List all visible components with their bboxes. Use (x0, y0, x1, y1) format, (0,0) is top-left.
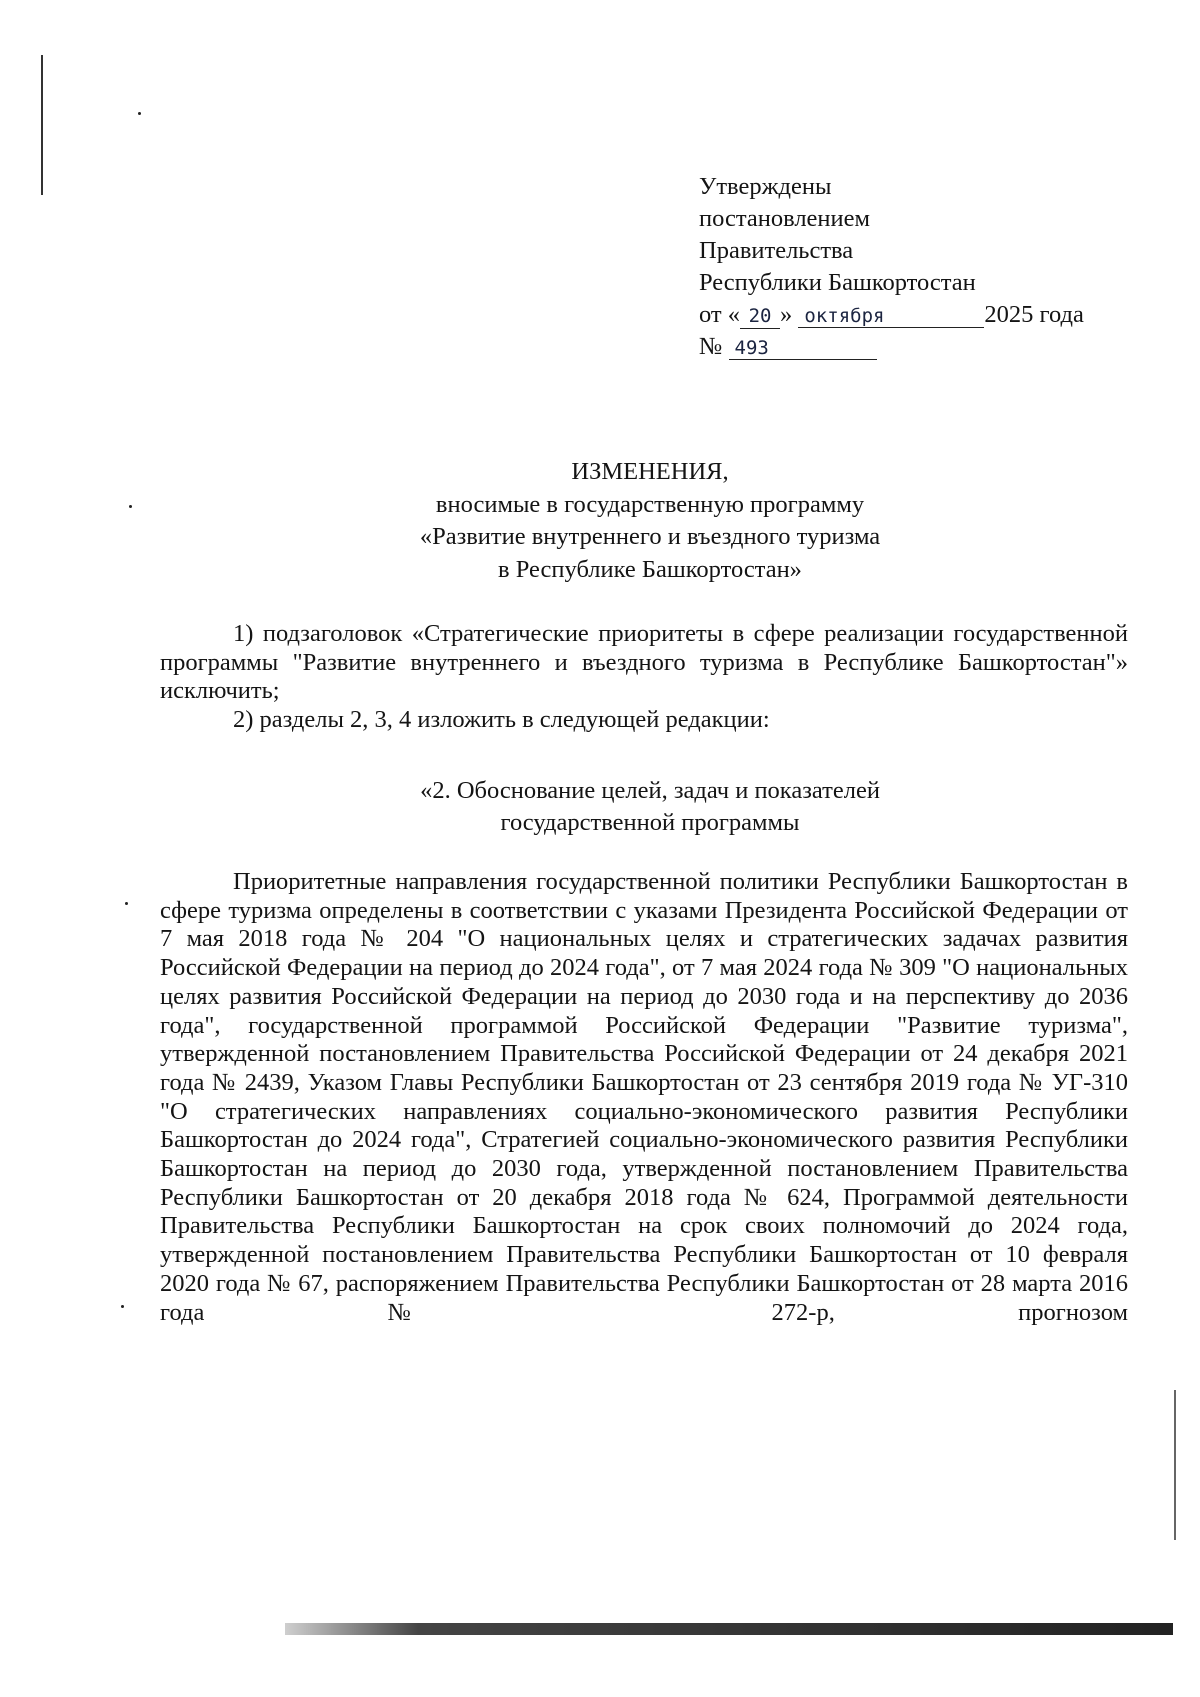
heading-line: в Республике Башкортостан» (498, 555, 802, 583)
section-heading (160, 775, 1140, 839)
date-day: 20 (740, 300, 780, 329)
amendment-item-2: 2) разделы 2, 3, 4 изложить в следующей редакции: (233, 706, 770, 734)
body-paragraph: Приоритетные направления государственной политики Республики Башкортостан в сфере туризма определены в соответствии с указами Президента Российской Федерации от 7 мая 2018 года № 204 "О национальных целях и стратегических задачах развития Российской Федерации на период до 2024 года", от 7 мая 2024 года № 309 "О национальных целях развития Российской Федерации на период до 2030 года и на перспективу до 2036 года", государственной программой Российской Федерации "Развитие туризма", утвержденной постановлением Правительства Российской Федерации от 24 декабря 2021 года № 2439, Указом Главы Республики Башкортостан от 23 сентября 2019 года № УГ-310 "О стратегических направлениях социально-экономического развития Республики Башкортостан до 2024 года", Стратегией социально-экономического развития Республики Башкортостан на период до 2030 года, утвержденной постановлением Правительства Республики Башкортостан от 20 декабря 2018 года № 624, Программой деятельности Правительства Республики Башкортостан на срок своих полномочий до 2024 года, утвержденной постановлением Правительства Республики Башкортостан от 10 февраля 2020 года № 67, распоряжением Правительства Республики Башкортостан от 28 марта 2016 года № 272-р, прогнозом (160, 868, 1128, 1326)
body-text (160, 868, 1128, 1327)
approval-line: Правительства (699, 237, 854, 264)
approval-date (699, 299, 1169, 331)
approval-line: Республики Башкортостан (699, 269, 976, 296)
date-month: октября (798, 300, 984, 328)
heading-line: вносимые в государственную программу (435, 490, 865, 518)
approval-line: постановлением (699, 205, 871, 232)
scan-edge-left (41, 55, 43, 195)
amendment-item-1: 1) подзаголовок «Стратегические приоритеты в сфере реализации государственной программы "Развитие внутреннего и въездного туризма в Республике Башкортостан"» исключить; (160, 620, 1128, 705)
approval-line: Утверждены (699, 173, 832, 200)
scan-bar-bottom (285, 1623, 1173, 1635)
scan-speck (129, 505, 132, 508)
date-year: 2025 года (984, 301, 1084, 328)
scan-edge-right (1174, 1390, 1176, 1540)
date-mid: » (780, 301, 793, 328)
document-heading (160, 456, 1140, 586)
scan-speck (125, 902, 128, 905)
number-value: 493 (729, 332, 877, 360)
scan-speck (121, 1305, 124, 1308)
scan-speck (138, 112, 141, 115)
heading-line: «Развитие внутреннего и въездного туризма (419, 523, 881, 550)
heading-title: ИЗМЕНЕНИЯ, (571, 458, 729, 485)
section-title-line: государственной программы (500, 809, 800, 836)
amendment-items (160, 620, 1128, 735)
date-prefix: от « (699, 301, 741, 328)
section-title-line: «2. Обоснование целей, задач и показателей (420, 777, 880, 804)
number-prefix: № (699, 333, 723, 360)
approval-block (699, 171, 1169, 363)
approval-number (699, 331, 1169, 363)
